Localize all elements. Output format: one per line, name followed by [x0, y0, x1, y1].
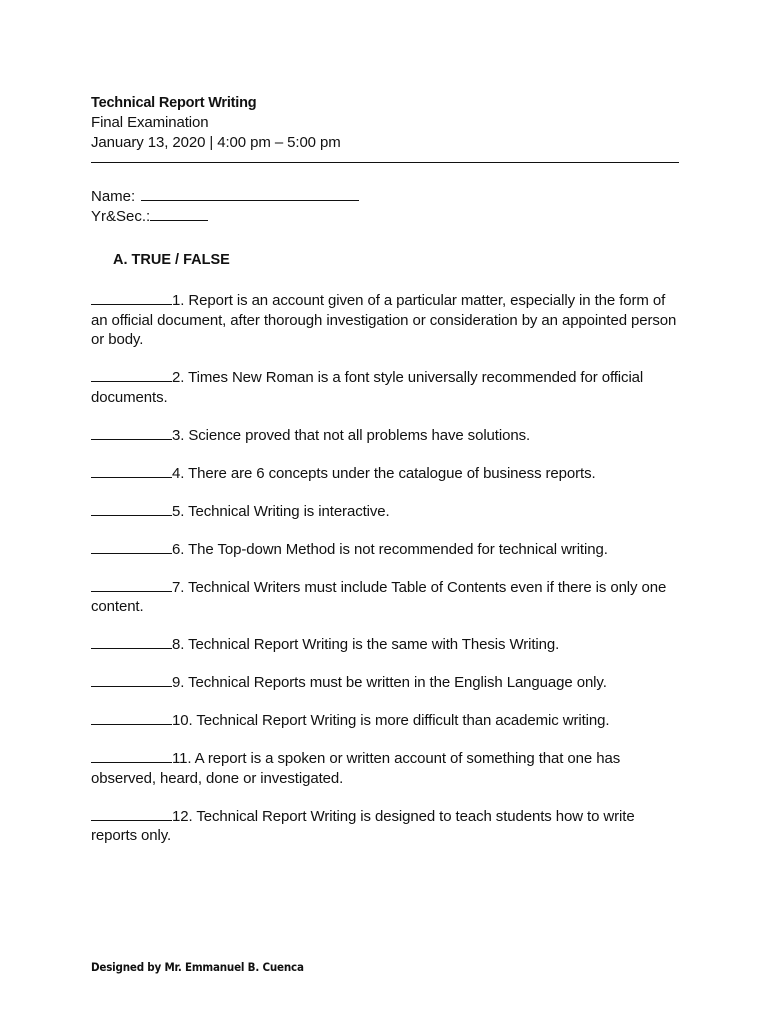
name-row: [91, 186, 679, 206]
answer-blank[interactable]: [91, 464, 172, 478]
course-title: Technical Report Writing: [91, 95, 257, 111]
answer-blank[interactable]: [91, 426, 172, 440]
answer-blank[interactable]: [91, 711, 172, 725]
question-list: [91, 291, 679, 846]
yrsec-label: Yr&Sec.:: [91, 208, 151, 225]
header-divider: [91, 162, 679, 163]
exam-page: [91, 94, 679, 864]
yrsec-field[interactable]: [150, 206, 208, 221]
question-item-2: [91, 368, 679, 407]
answer-blank[interactable]: [91, 807, 172, 821]
question-text: 3. Science proved that not all problems have solutions.: [172, 426, 531, 444]
footer-credit: Designed by Mr. Emmanuel B. Cuenca: [91, 960, 304, 974]
question-text: 12. Technical Report Writing is designed to teach students how to write reports only.: [91, 807, 635, 844]
question-item-7: [91, 578, 679, 617]
section-heading: A. TRUE / FALSE: [113, 252, 230, 268]
exam-schedule: January 13, 2020 | 4:00 pm – 5:00 pm: [91, 134, 341, 151]
question-text: 9. Technical Reports must be written in the English Language only.: [172, 674, 607, 691]
yrsec-row: [91, 206, 679, 226]
question-item-3: [91, 426, 679, 446]
question-item-6: [91, 540, 679, 560]
name-field[interactable]: [141, 186, 359, 201]
question-text: 2. Times New Roman is a font style universally recommended for official documents.: [91, 369, 644, 406]
answer-blank[interactable]: [91, 368, 172, 382]
question-item-5: [91, 502, 679, 522]
question-item-4: [91, 464, 679, 484]
question-text: 6. The Top-down Method is not recommended for technical writing.: [172, 540, 608, 558]
answer-blank[interactable]: [91, 635, 172, 649]
question-text: 4. There are 6 concepts under the catalogue of business reports.: [172, 464, 596, 482]
answer-blank[interactable]: [91, 540, 172, 554]
question-item-1: [91, 291, 679, 350]
question-text: 7. Technical Writers must include Table of Contents even if there is only one content.: [91, 578, 667, 615]
question-text: 11. A report is a spoken or written account of something that one has observed, heard, done or investigated.: [91, 750, 621, 787]
answer-blank[interactable]: [91, 291, 172, 305]
answer-blank[interactable]: [91, 749, 172, 763]
answer-blank[interactable]: [91, 502, 172, 516]
question-item-11: [91, 749, 679, 788]
exam-type: Final Examination: [91, 114, 209, 131]
question-item-9: [91, 673, 679, 693]
name-label: Name:: [91, 188, 136, 205]
answer-blank[interactable]: [91, 673, 172, 687]
answer-blank[interactable]: [91, 578, 172, 592]
question-item-10: [91, 711, 679, 731]
student-info: [91, 186, 679, 226]
question-text: 10. Technical Report Writing is more difficult than academic writing.: [172, 712, 610, 729]
question-text: 8. Technical Report Writing is the same with Thesis Writing.: [172, 636, 560, 653]
question-item-12: [91, 807, 679, 846]
question-text: 5. Technical Writing is interactive.: [172, 502, 390, 520]
question-text: 1. Report is an account given of a particular matter, especially in the form of an official document, after thorough investigation or consideration by an appointed person or body.: [91, 292, 677, 348]
question-item-8: [91, 635, 679, 655]
